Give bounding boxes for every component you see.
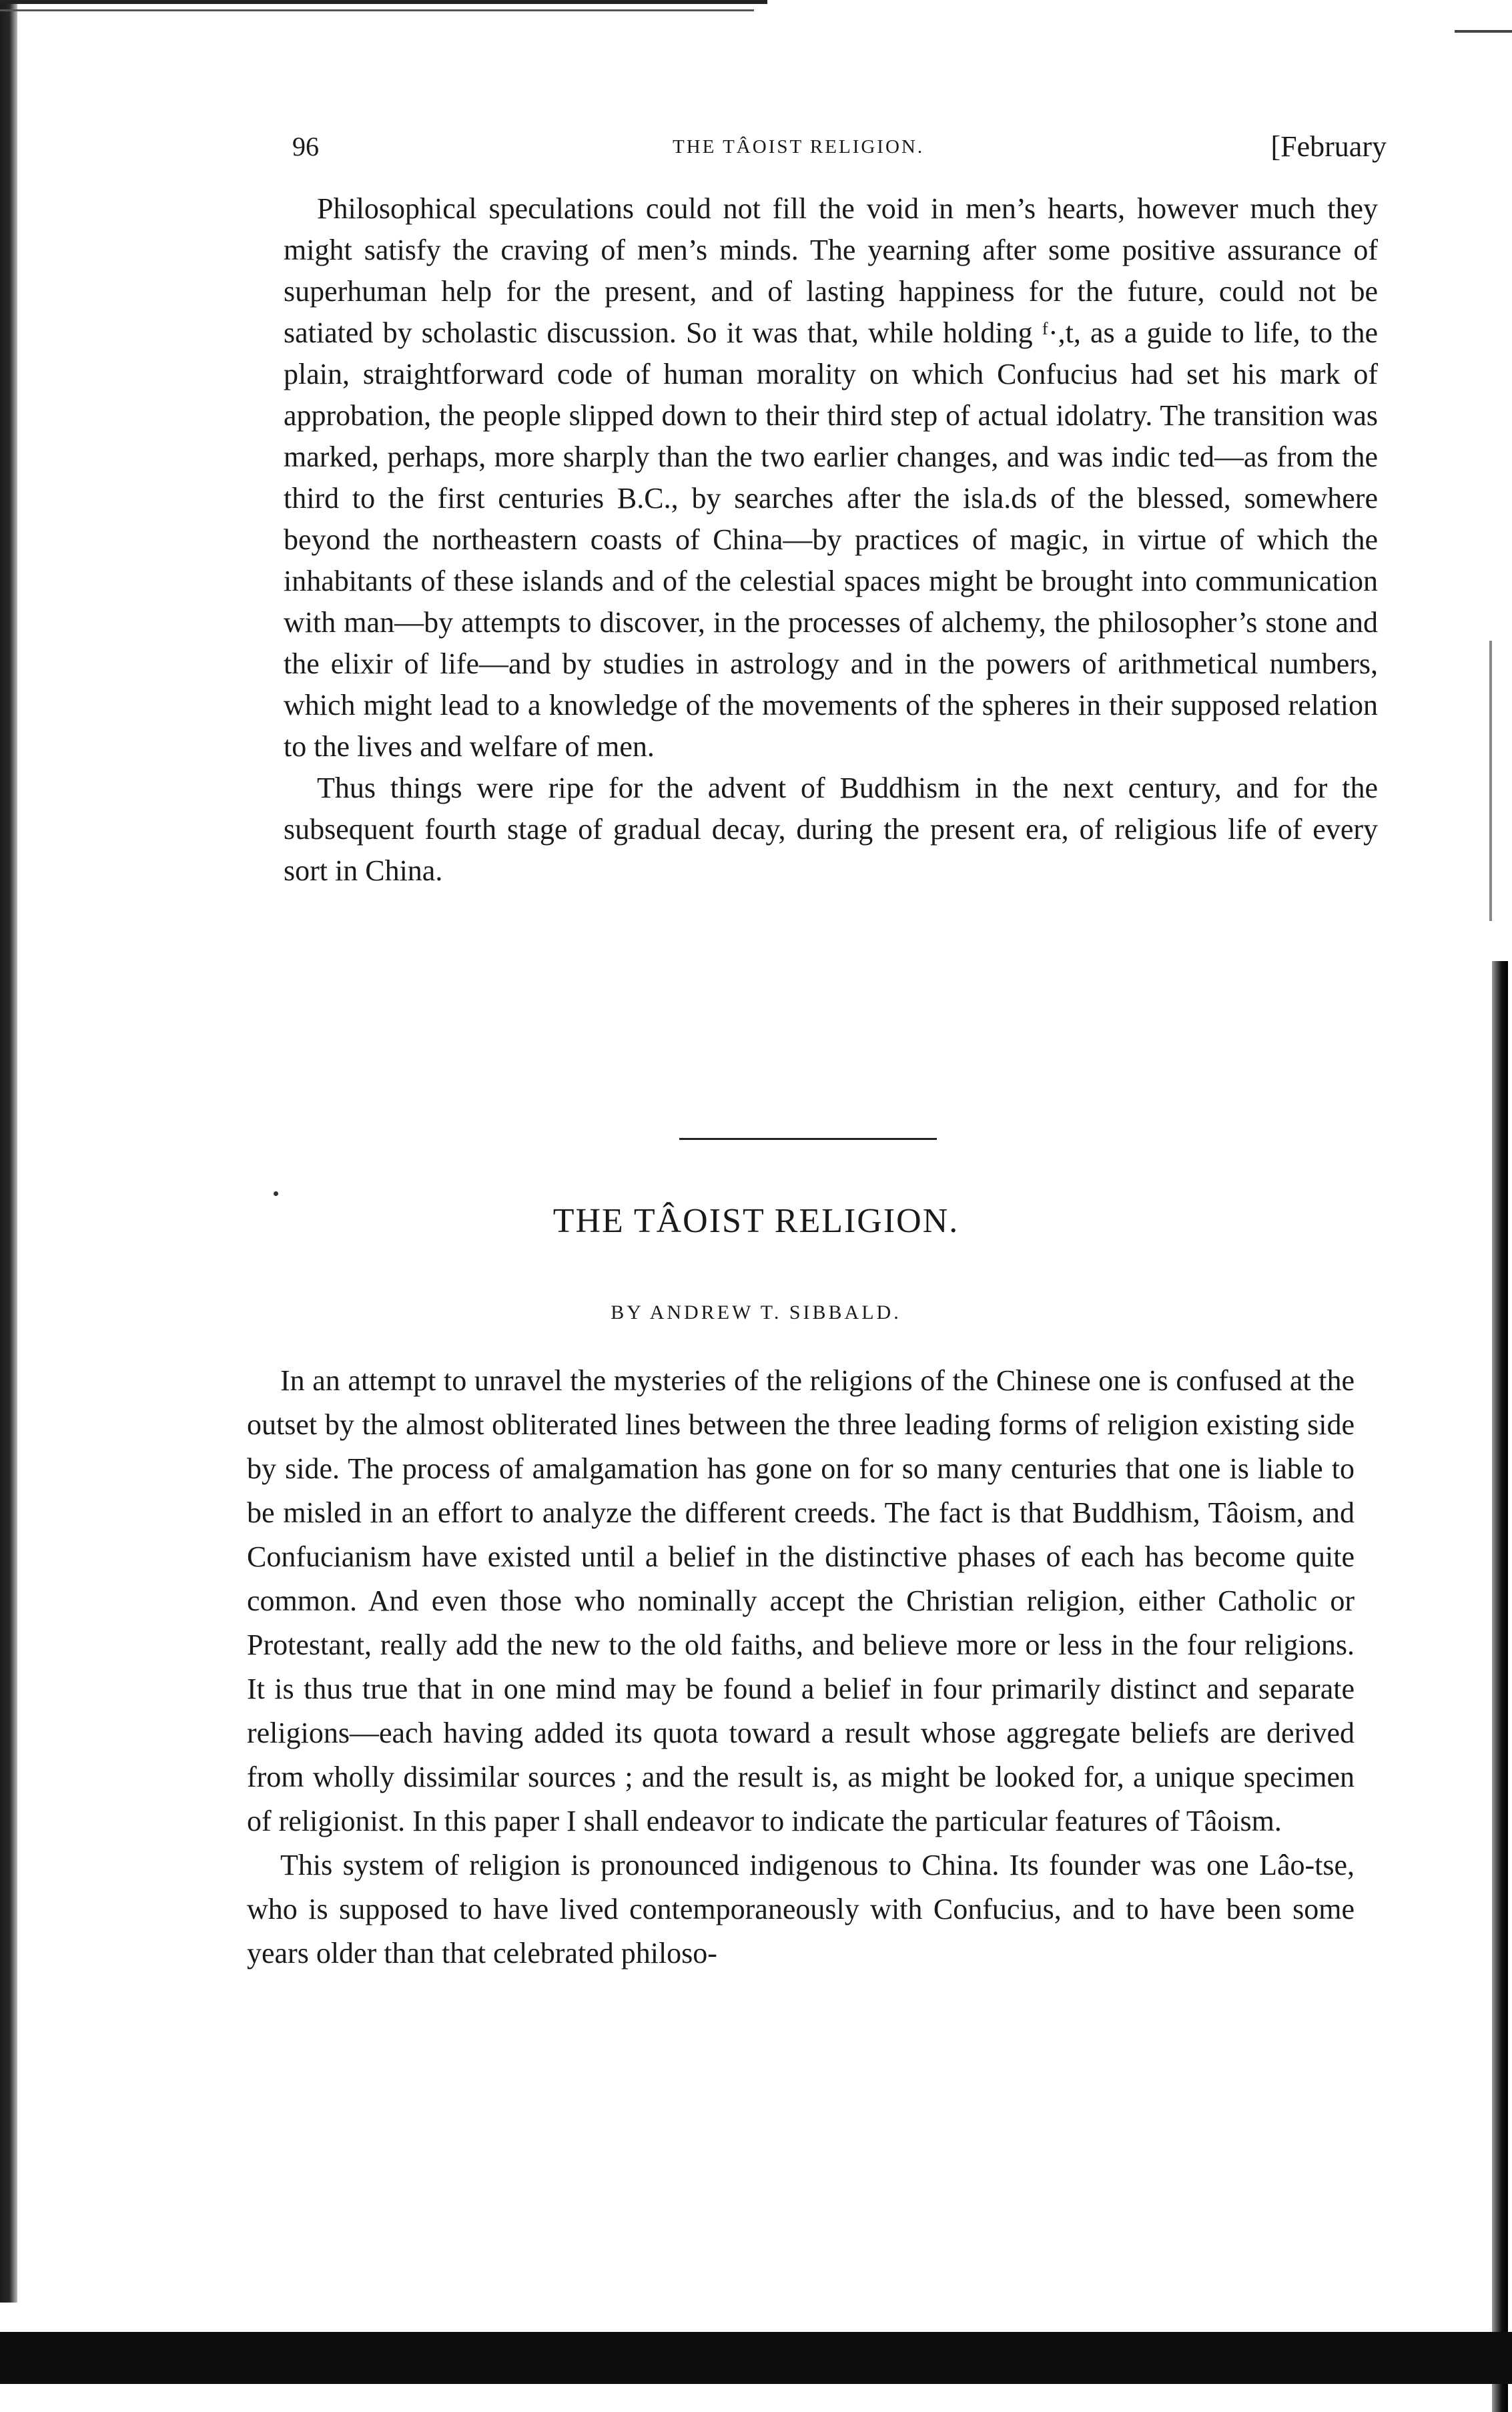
article-byline: BY ANDREW T. SIBBALD. — [611, 1301, 901, 1323]
running-head — [292, 127, 1387, 174]
paragraph: This system of religion is pronounced indigenous to China. Its founder was one Lâo-tse, who is supposed to have lived contemporaneously with Confucius, and to have been some years older than that celebrated philoso- — [247, 1849, 1355, 1970]
paragraph: In an attempt to unravel the mysteries of the religions of the Chinese one is confused at the outset by the almost obliterated lines between the three leading forms of religion existing side by side. The process of amalgamation has gone on for so many centuries that one is liable to be misled in an effort to analyze the different creeds. The fact is that Buddhism, Tâoism, and Confucianism have existed until a belief in the distinctive phases of each has become quite common. And even those who nominally accept the Christian religion, either Catholic or Protestant, really add the new to the old faiths, and believe more or less in the four religions. It is thus true that in one mind may be found a belief in four primarily distinct and separate religions—each having added its quota toward a result whose aggregate beliefs are derived from wholly dissimilar sources ; and the result is, as might be looked for, a unique specimen of religionist. In this paper I shall endeavor to indicate the particular features of Tâoism. — [247, 1364, 1355, 1837]
print-speck — [274, 1191, 278, 1196]
section-divider — [679, 1138, 937, 1140]
running-title: THE TÂOIST RELIGION. — [673, 136, 925, 158]
article-body — [247, 1359, 1355, 1976]
page-number: 96 — [292, 131, 319, 162]
previous-article-text — [284, 188, 1378, 892]
running-month: [February — [1270, 130, 1387, 163]
paragraph: Thus things were ripe for the advent of Buddhism in the next century, and for the subsequent fourth stage of gradual decay, during the present era, of religious life of every sort in China. — [284, 772, 1378, 887]
paragraph: Philosophical speculations could not fill the void in men’s hearts, however much they might satisfy the craving of men’s minds. The yearning after some positive assurance of superhuman help for the present, and of lasting happiness for the future, could not be satiated by scholastic discussion. So it was that, while holding ᶠ·,t, as a guide to life, to the plain, straightforward code of human morality on which Confucius had set his mark of approbation, the people slipped down to their third step of actual idolatry. The transition was marked, perhaps, more sharply than the two earlier changes, and was indic ted—as from the third to the first centuries B.C., by searches after the isla.ds of the blessed, somewhere beyond the northeastern coasts of China—by practices of magic, in virtue of which the inhabitants of these islands and of the celestial spaces might be brought into communication with man—by attempts to discover, in the processes of alchemy, the philosopher’s stone and the elixir of life—and by studies in astrology and in the powers of arithmetical numbers, which might lead to a knowledge of the movements of the spheres in their supposed relation to the lives and welfare of men. — [284, 192, 1378, 763]
article-title: THE TÂOIST RELIGION. — [552, 1202, 960, 1240]
